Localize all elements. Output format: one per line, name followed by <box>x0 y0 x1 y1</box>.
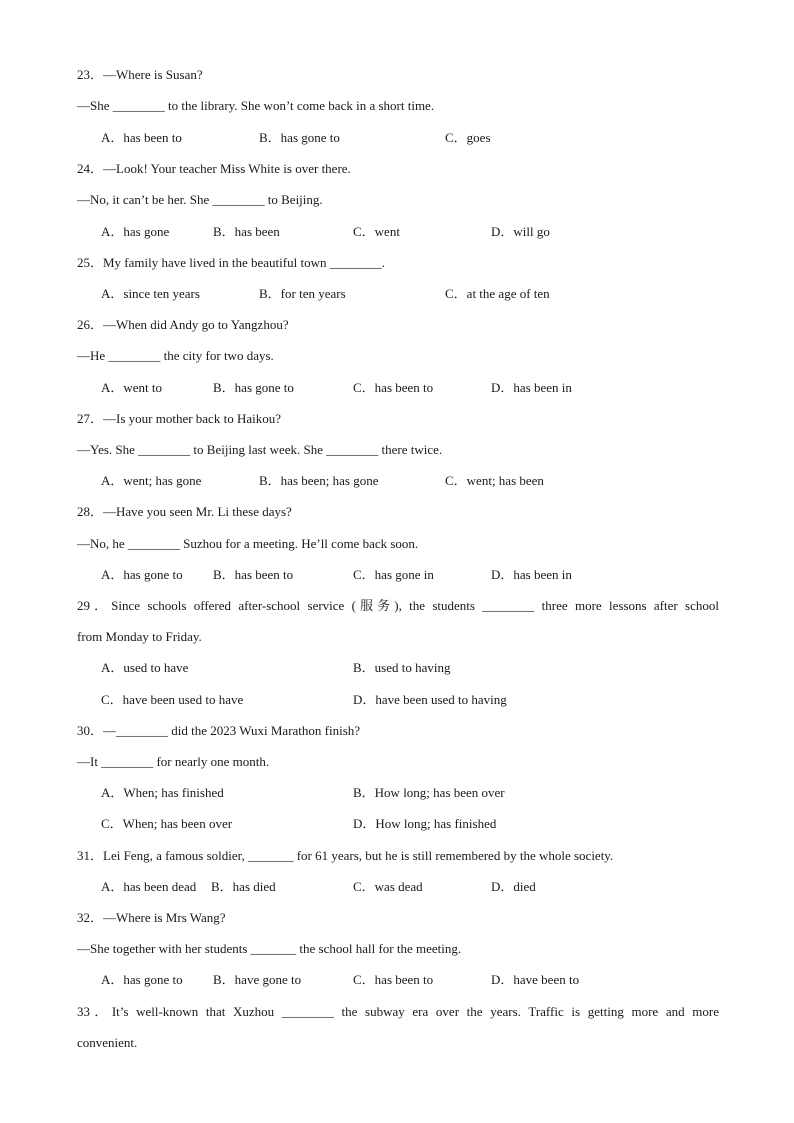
question-28-option-a: A．has gone to <box>101 567 183 582</box>
question-30-option-a: A．When; has finished <box>101 785 224 800</box>
question-31-option-b: B．has died <box>211 879 276 894</box>
question-29-option-a: A．used to have <box>101 660 189 675</box>
question-31-option-d: D．died <box>491 879 536 894</box>
question-23-stem: 23．—Where is Susan? <box>77 67 203 82</box>
question-24-option-a: A．has gone <box>101 224 170 239</box>
question-26-option-b: B．has gone to <box>213 380 294 395</box>
question-32-option-b: B．have gone to <box>213 972 302 987</box>
question-30-line-2: —It ________ for nearly one month. <box>77 754 270 769</box>
question-25-option-c: C．at the age of ten <box>445 286 550 301</box>
question-26-option-c: C．has been to <box>353 380 434 395</box>
question-31-option-c: C．was dead <box>353 879 423 894</box>
question-27-option-b: B．has been; has gone <box>259 473 379 488</box>
question-24-option-b: B．has been <box>213 224 280 239</box>
question-33-line-2: convenient. <box>77 1035 138 1050</box>
question-24-option-c: C．went <box>353 224 400 239</box>
question-30-stem: 30．—________ did the 2023 Wuxi Marathon finish? <box>77 723 361 738</box>
question-28-option-b: B．has been to <box>213 567 294 582</box>
question-25-stem: 25．My family have lived in the beautiful town ________. <box>77 255 385 270</box>
question-29-option-c: C．have been used to have <box>101 692 244 707</box>
question-26-option-a: A．went to <box>101 380 163 395</box>
question-29-option-b: B．used to having <box>353 660 451 675</box>
question-23-line-2: —She ________ to the library. She won’t come back in a short time. <box>77 98 435 113</box>
question-32-option-a: A．has gone to <box>101 972 183 987</box>
question-25-option-a: A．since ten years <box>101 286 200 301</box>
question-31-stem: 31．Lei Feng, a famous soldier, _______ for 61 years, but he is still remembered by the whole society. <box>77 848 614 863</box>
question-26-stem: 26．—When did Andy go to Yangzhou? <box>77 317 289 332</box>
question-30-option-b: B．How long; has been over <box>353 785 505 800</box>
question-26-option-d: D．has been in <box>491 380 572 395</box>
question-27-option-a: A．went; has gone <box>101 473 202 488</box>
question-24-line-2: —No, it can’t be her. She ________ to Beijing. <box>77 192 323 207</box>
question-25-option-b: B．for ten years <box>259 286 346 301</box>
question-24-option-d: D．will go <box>491 224 550 239</box>
question-28-stem: 28．—Have you seen Mr. Li these days? <box>77 504 292 519</box>
question-29-line-2: from Monday to Friday. <box>77 629 202 644</box>
question-26-line-2: —He ________ the city for two days. <box>77 348 274 363</box>
question-31-option-a: A．has been dead <box>101 879 197 894</box>
question-28-line-2: —No, he ________ Suzhou for a meeting. He’ll come back soon. <box>77 536 419 551</box>
question-32-option-c: C．has been to <box>353 972 434 987</box>
question-30-option-c: C．When; has been over <box>101 816 233 831</box>
question-29-stem: 29．Since schools offered after-school service (服务), the students ________ three more lessons after school <box>77 598 719 613</box>
question-23-option-c: C．goes <box>445 130 491 145</box>
question-24-stem: 24．—Look! Your teacher Miss White is over there. <box>77 161 351 176</box>
question-30-option-d: D．How long; has finished <box>353 816 497 831</box>
question-27-line-2: —Yes. She ________ to Beijing last week. She ________ there twice. <box>77 442 443 457</box>
question-32-stem: 32．—Where is Mrs Wang? <box>77 910 226 925</box>
question-28-option-c: C．has gone in <box>353 567 434 582</box>
question-32-line-2: —She together with her students _______ the school hall for the meeting. <box>77 941 462 956</box>
question-23-option-b: B．has gone to <box>259 130 340 145</box>
question-27-stem: 27．—Is your mother back to Haikou? <box>77 411 281 426</box>
question-23-option-a: A．has been to <box>101 130 182 145</box>
question-29-option-d: D．have been used to having <box>353 692 507 707</box>
question-33-stem: 33．It’s well-known that Xuzhou ________ the subway era over the years. Traffic is getting more and more <box>77 1004 719 1019</box>
question-32-option-d: D．have been to <box>491 972 580 987</box>
question-27-option-c: C．went; has been <box>445 473 544 488</box>
question-28-option-d: D．has been in <box>491 567 572 582</box>
